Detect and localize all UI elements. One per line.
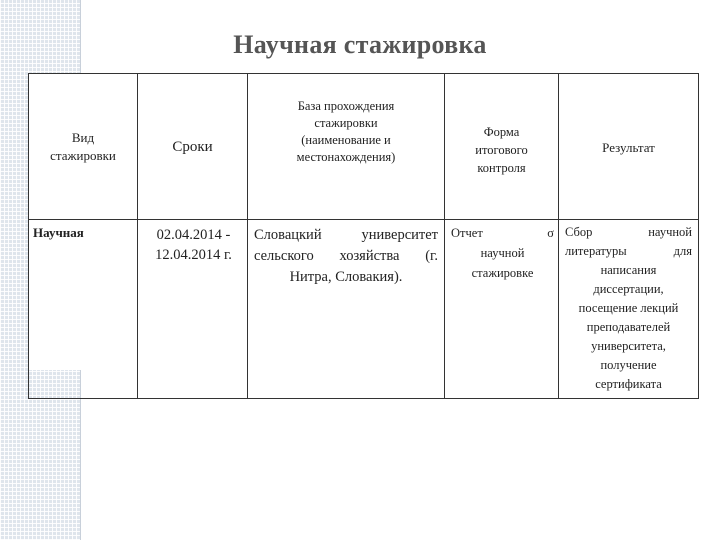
internship-table-container	[28, 73, 698, 391]
cell-control-line1: Отчет	[451, 226, 483, 240]
header-control-line2: итогового	[475, 142, 528, 157]
header-control-line3: контроля	[477, 160, 526, 175]
cell-control-form	[445, 220, 559, 399]
cell-internship-type: Научная	[29, 220, 138, 399]
header-result-label: Результат	[602, 139, 655, 155]
cell-result-line2: литературы для	[565, 244, 692, 258]
table-header-row	[29, 74, 699, 220]
header-base-line4: местонахождения)	[296, 150, 396, 164]
cell-result-line4: диссертации,	[593, 282, 664, 296]
header-result	[559, 74, 699, 220]
cell-base-line1: Словацкий университет	[254, 227, 438, 243]
cell-result-line5: посещение лекций	[578, 301, 679, 315]
cell-dates-line1: 02.04.2014 -	[156, 227, 231, 243]
cell-internship-base	[248, 220, 445, 399]
cell-control-sigma: σ	[547, 226, 554, 240]
table-row	[29, 220, 699, 399]
cell-base-line2: сельского хозяйства (г.	[254, 248, 438, 264]
cell-base-line3: Нитра, Словакия).	[289, 269, 403, 285]
header-base-line3: (наименование и	[301, 133, 391, 147]
header-base-line1: База прохождения	[297, 99, 395, 113]
internship-table	[28, 73, 699, 399]
header-internship-type	[29, 74, 138, 220]
cell-dates	[138, 220, 248, 399]
header-control-line1: Форма	[483, 124, 520, 139]
cell-result-line3: написания	[600, 263, 657, 277]
header-internship-type-line1: Вид	[71, 129, 95, 145]
header-dates	[138, 74, 248, 220]
cell-result-line8: получение	[600, 358, 657, 372]
cell-result-line1: Сбор научной	[565, 225, 692, 239]
slide-title: Научная стажировка	[233, 30, 487, 59]
cell-control-line3: стажировке	[471, 266, 534, 280]
header-base-line2: стажировки	[314, 116, 378, 130]
cell-result-line9: сертификата	[595, 377, 662, 391]
header-control-form	[445, 74, 559, 220]
cell-dates-line2: 12.04.2014 г.	[155, 247, 232, 263]
cell-result-line7: университета,	[591, 339, 666, 353]
header-internship-type-line2: стажировки	[50, 147, 116, 163]
cell-result	[559, 220, 699, 399]
cell-control-line2: научной	[480, 246, 525, 260]
cell-result-line6: преподавателей	[586, 320, 671, 334]
header-dates-label: Сроки	[172, 138, 213, 155]
header-internship-base	[248, 74, 445, 220]
